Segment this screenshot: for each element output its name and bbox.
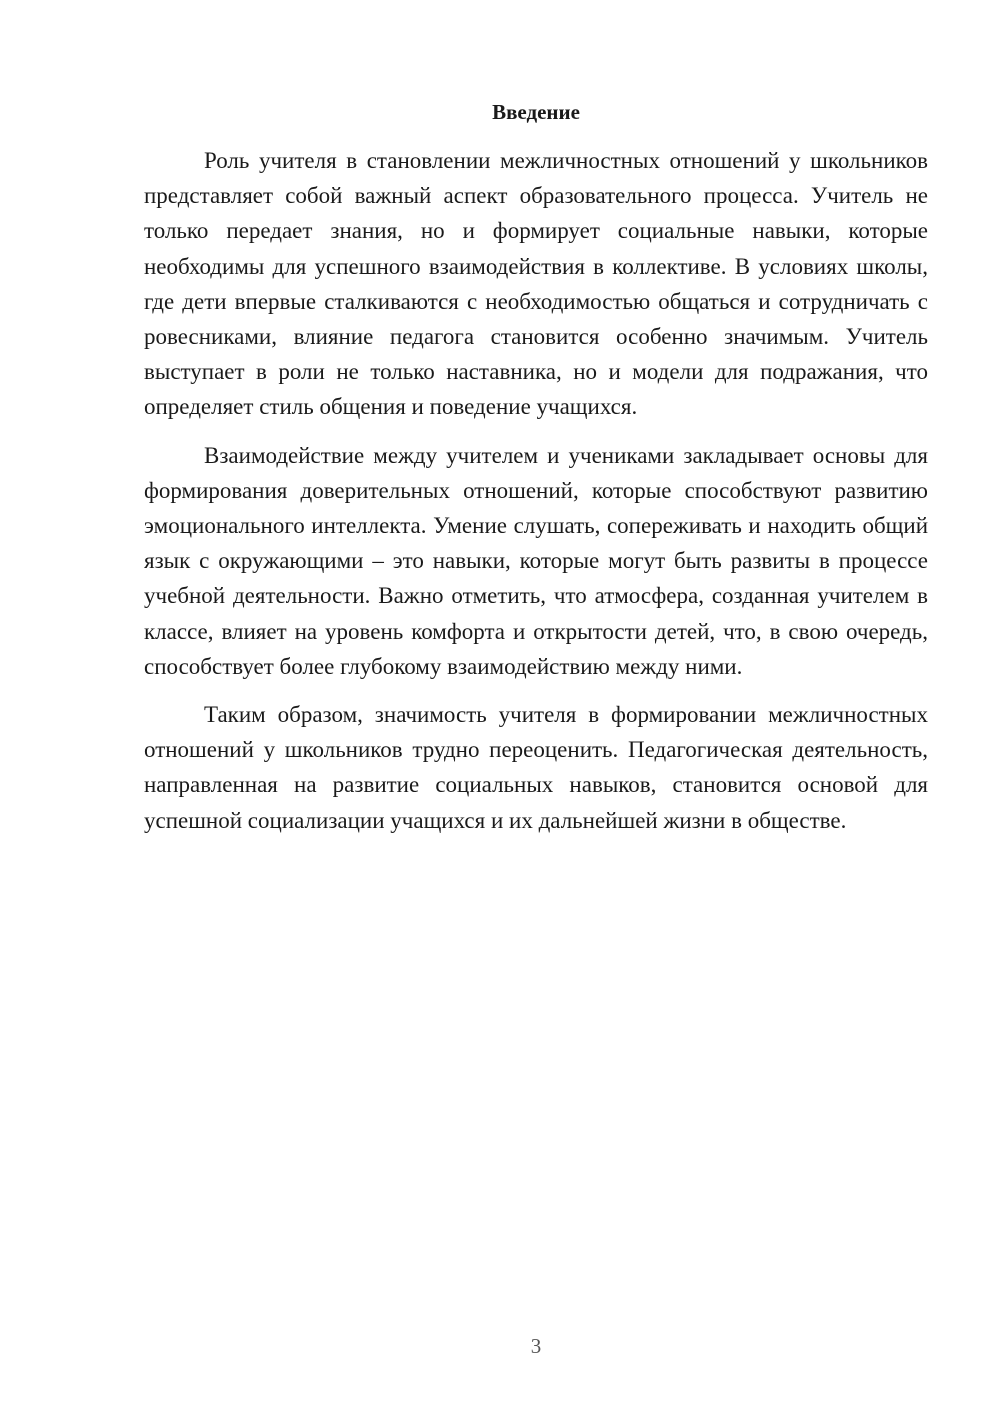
page-number: 3 bbox=[530, 1334, 542, 1358]
paragraph-3: Таким образом, значимость учителя в формировании межличностных отношений у школьников трудно переоценить. Педагогическая деятельность, направленная на развитие социальных навыков, становится основой для успешной социализации учащихся и их дальнейшей жизни в обществе. bbox=[144, 702, 928, 833]
section-heading: Введение bbox=[492, 100, 580, 124]
body-text bbox=[144, 143, 928, 851]
paragraph-1: Роль учителя в становлении межличностных отношений у школьников представляет собой важный аспект образовательного процесса. Учитель не только передает знания, но и формирует социальные навыки, которые необходимы для успешного взаимодействия в коллективе. В условиях школы, где дети впервые сталкиваются с необходимостью общаться и сотрудничать с ровесниками, влияние педагога становится особенно значимым. Учитель выступает в роли не только наставника, но и модели для подражания, что определяет стиль общения и поведение учащихся. bbox=[144, 148, 928, 420]
paragraph-2: Взаимодействие между учителем и учениками закладывает основы для формирования доверительных отношений, которые способствуют развитию эмоционального интеллекта. Умение слушать, сопереживать и находить общий язык с окружающими – это навыки, которые могут быть развиты в процессе учебной деятельности. Важно отметить, что атмосфера, созданная учителем в классе, влияет на уровень комфорта и открытости детей, что, в свою очередь, способствует более глубокому взаимодействию между ними. bbox=[144, 442, 928, 679]
